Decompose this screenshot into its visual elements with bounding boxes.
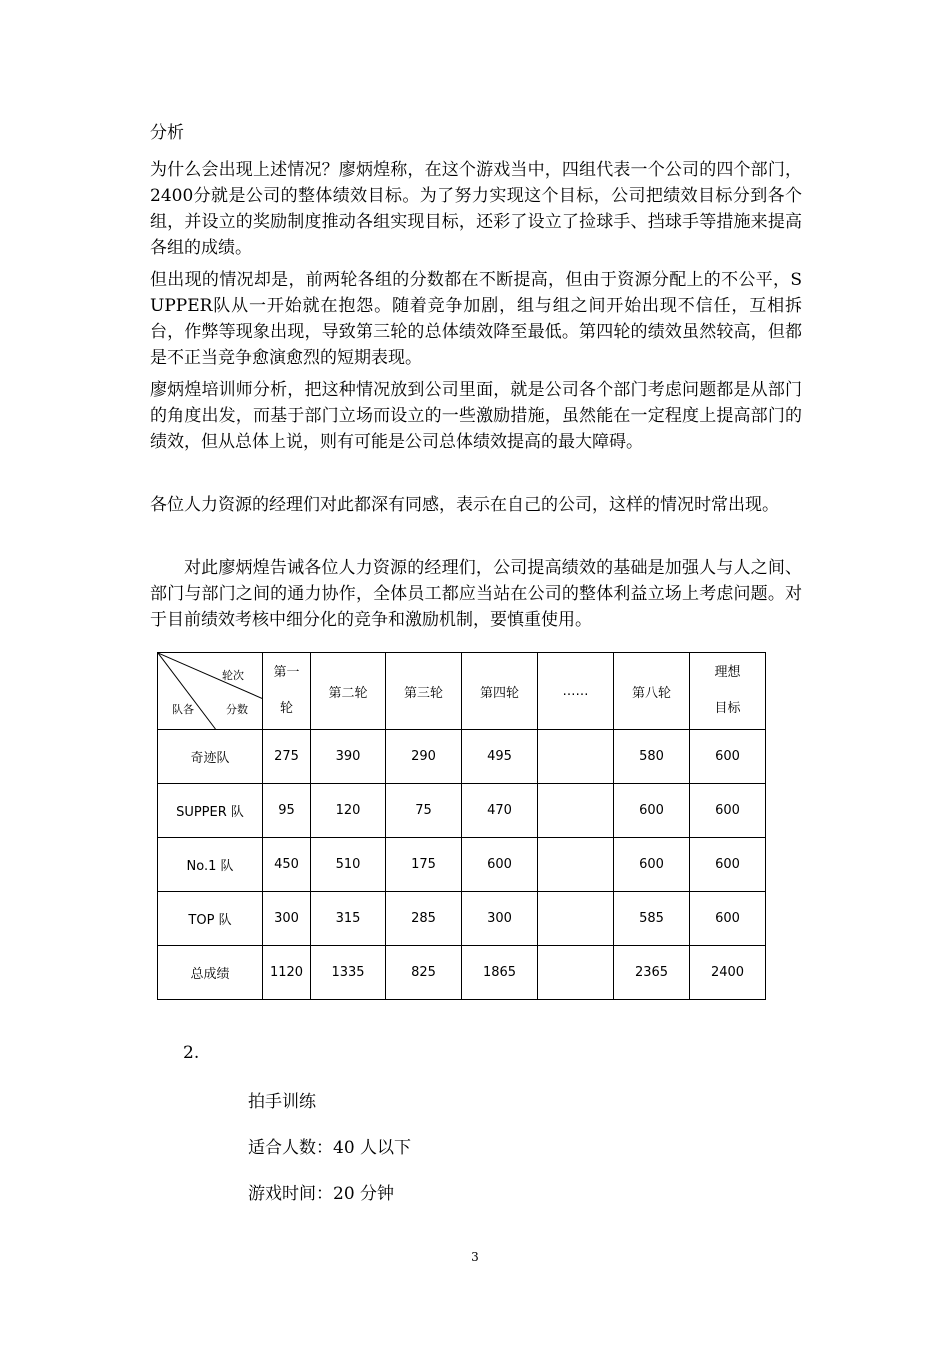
score-cell: 580 xyxy=(614,730,690,784)
paragraph-3: 廖炳煌培训师分析，把这种情况放到公司里面，就是公司各个部门考虑问题都是从部门的角度出发，而基于部门立场而设立的一些激励措施，虽然能在一定程度上提高部门的绩效，但从总体上说，则有可能是公司总体绩效提高的最大障碍。 xyxy=(150,380,802,452)
team-name-cell: SUPPER 队 xyxy=(158,784,263,838)
game-title: 拍手训练 xyxy=(248,1092,316,1112)
score-cell: 495 xyxy=(462,730,538,784)
score-cell xyxy=(538,838,614,892)
score-cell: 285 xyxy=(386,892,462,946)
score-cell: 175 xyxy=(386,838,462,892)
score-cell: 600 xyxy=(614,784,690,838)
score-cell: 510 xyxy=(311,838,386,892)
game-people: 适合人数：40 人以下 xyxy=(248,1138,412,1158)
section-heading: 分析 xyxy=(150,123,184,143)
paragraph-1: 为什么会出现上述情况？廖炳煌称，在这个游戏当中，四组代表一个公司的四个部门，2400分就是公司的整体绩效目标。为了努力实现这个目标，公司把绩效目标分到各个组，并设立的奖励制度推动各组实现目标，还彩了设立了捡球手、挡球手等措施来提高各组的成绩。 xyxy=(150,160,802,258)
score-cell: 75 xyxy=(386,784,462,838)
corner-team-label: 队各 xyxy=(172,703,194,716)
paragraph-4: 各位人力资源的经理们对此都深有同感，表示在自己的公司，这样的情况时常出现。 xyxy=(150,495,779,515)
score-cell: 275 xyxy=(263,730,311,784)
score-cell: 600 xyxy=(690,838,766,892)
score-cell: 1865 xyxy=(462,946,538,1000)
score-cell xyxy=(538,730,614,784)
score-cell: 1335 xyxy=(311,946,386,1000)
header-ellipsis: …… xyxy=(538,653,614,730)
table-row xyxy=(158,892,766,946)
score-cell xyxy=(538,784,614,838)
score-cell xyxy=(538,946,614,1000)
corner-round-label: 轮次 xyxy=(222,669,244,682)
header-round-2: 第二轮 xyxy=(311,653,386,730)
diagonal-header-cell xyxy=(158,653,263,730)
diagonal-lines xyxy=(158,653,262,729)
header-round-1: 第一 轮 xyxy=(263,653,311,730)
score-cell: 290 xyxy=(386,730,462,784)
score-cell: 300 xyxy=(462,892,538,946)
header-round-3: 第三轮 xyxy=(386,653,462,730)
score-cell: 600 xyxy=(690,730,766,784)
section-number: 2. xyxy=(183,1043,200,1063)
table-row-total xyxy=(158,946,766,1000)
score-cell: 2365 xyxy=(614,946,690,1000)
score-cell: 1120 xyxy=(263,946,311,1000)
paragraph-5: 对此廖炳煌告诫各位人力资源的经理们，公司提高绩效的基础是加强人与人之间、部门与部门之间的通力协作，全体员工都应当站在公司的整体利益立场上考虑问题。对于目前绩效考核中细分化的竞争和激励机制，要慎重使用。 xyxy=(150,558,802,630)
team-name-cell: TOP 队 xyxy=(158,892,263,946)
score-cell: 450 xyxy=(263,838,311,892)
team-name-cell: No.1 队 xyxy=(158,838,263,892)
score-cell: 390 xyxy=(311,730,386,784)
paragraph-2: 但出现的情况却是，前两轮各组的分数都在不断提高，但由于资源分配上的不公平，SUPPER队从一开始就在抱怨。随着竞争加剧，组与组之间开始出现不信任，互相拆台，作弊等现象出现，导致第三轮的总体绩效降至最低。第四轮的绩效虽然较高，但都是不正当竞争愈演愈烈的短期表现。 xyxy=(150,270,802,368)
score-cell xyxy=(538,892,614,946)
table-row xyxy=(158,784,766,838)
score-cell: 300 xyxy=(263,892,311,946)
corner-score-label: 分数 xyxy=(226,703,248,716)
score-cell: 600 xyxy=(614,838,690,892)
score-cell: 825 xyxy=(386,946,462,1000)
game-time: 游戏时间：20 分钟 xyxy=(248,1184,395,1204)
score-cell: 585 xyxy=(614,892,690,946)
page-number: 3 xyxy=(471,1250,479,1264)
score-cell: 600 xyxy=(690,892,766,946)
score-cell: 2400 xyxy=(690,946,766,1000)
team-name-cell: 总成绩 xyxy=(158,946,263,1000)
score-cell: 95 xyxy=(263,784,311,838)
table-header-row xyxy=(158,653,766,730)
score-cell: 315 xyxy=(311,892,386,946)
score-cell: 470 xyxy=(462,784,538,838)
team-name-cell: 奇迹队 xyxy=(158,730,263,784)
table-row xyxy=(158,838,766,892)
header-round-8: 第八轮 xyxy=(614,653,690,730)
header-round-4: 第四轮 xyxy=(462,653,538,730)
table-row xyxy=(158,730,766,784)
score-cell: 120 xyxy=(311,784,386,838)
score-cell: 600 xyxy=(462,838,538,892)
score-table xyxy=(157,652,766,1000)
score-cell: 600 xyxy=(690,784,766,838)
header-target: 理想 目标 xyxy=(690,653,766,730)
